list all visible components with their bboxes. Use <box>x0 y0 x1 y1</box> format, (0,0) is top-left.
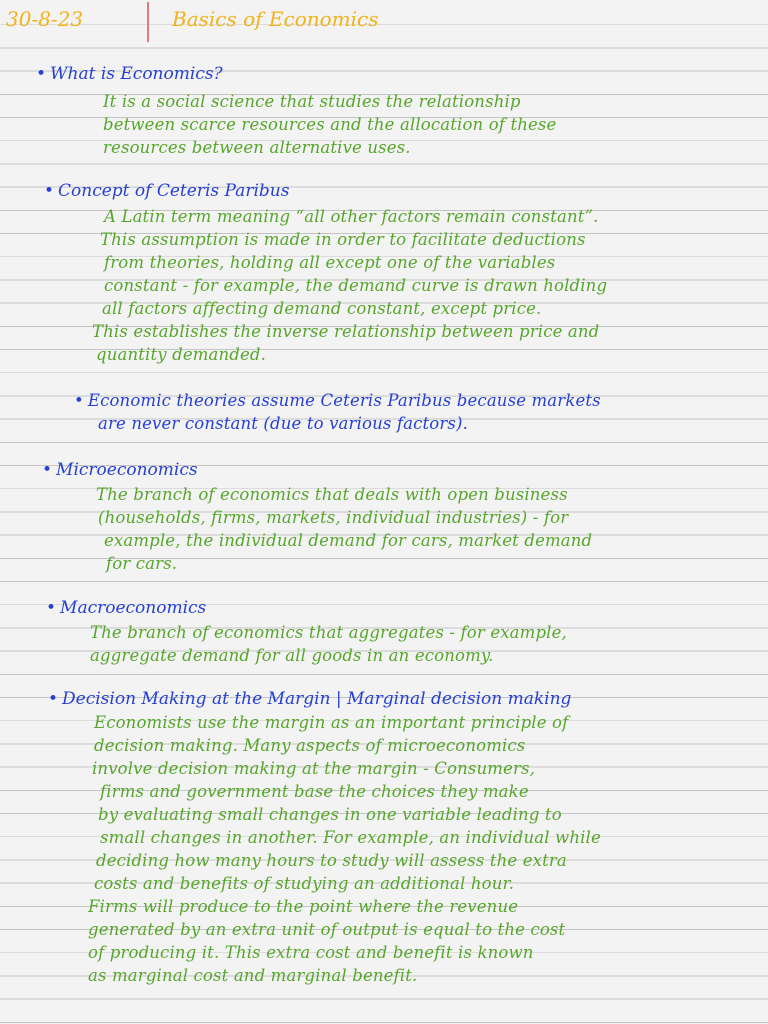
section-heading: • Decision Making at the Margin | Marginal decision making <box>48 689 572 709</box>
body-line: for cars. <box>106 554 178 573</box>
body-line: example, the individual demand for cars, market demand <box>104 531 593 550</box>
body-line: aggregate demand for all goods in an economy. <box>90 646 494 665</box>
body-line: from theories, holding all except one of the variables <box>104 253 556 272</box>
header-divider <box>147 2 149 42</box>
bullet-icon: • <box>48 689 59 709</box>
body-line: generated by an extra unit of output is equal to the cost <box>88 920 566 939</box>
body-line: This assumption is made in order to facilitate deductions <box>100 230 586 249</box>
body-line: decision making. Many aspects of microeconomics <box>94 736 526 755</box>
body-line: resources between alternative uses. <box>103 138 411 157</box>
body-line: This establishes the inverse relationship between price and <box>92 322 600 341</box>
body-line: small changes in another. For example, an individual while <box>100 828 601 847</box>
bullet-icon: • <box>46 598 57 618</box>
body-line: by evaluating small changes in one variable leading to <box>98 805 562 824</box>
body-line: between scarce resources and the allocation of these <box>103 115 557 134</box>
body-line: The branch of economics that aggregates - for example, <box>90 623 567 642</box>
body-line: Firms will produce to the point where the revenue <box>88 897 519 916</box>
bullet-icon: • <box>36 64 47 84</box>
body-line: Economists use the margin as an important principle of <box>94 713 569 732</box>
body-line: all factors affecting demand constant, except price. <box>102 299 542 318</box>
section-heading: • Concept of Ceteris Paribus <box>44 181 290 201</box>
body-line: The branch of economics that deals with open business <box>96 485 568 504</box>
body-line: constant - for example, the demand curve is drawn holding <box>104 276 608 295</box>
section-heading: • Macroeconomics <box>46 598 207 618</box>
body-line: firms and government base the choices they make <box>100 782 529 801</box>
body-line: (households, firms, markets, individual industries) - for <box>98 508 569 527</box>
bullet-icon: • <box>74 391 84 410</box>
body-line: of producing it. This extra cost and benefit is known <box>88 943 534 962</box>
subnote-line: are never constant (due to various factors). <box>98 414 469 433</box>
bullet-icon: • <box>42 460 53 480</box>
body-line: It is a social science that studies the relationship <box>103 92 521 111</box>
bullet-icon: • <box>44 181 55 201</box>
body-line: deciding how many hours to study will assess the extra <box>96 851 567 870</box>
section-heading: • What is Economics? <box>36 64 223 84</box>
subnote-line: • Economic theories assume Ceteris Paribus because markets <box>74 391 601 410</box>
body-line: A Latin term meaning “all other factors remain constant”. <box>104 207 599 226</box>
section-heading: • Microeconomics <box>42 460 198 480</box>
body-line: quantity demanded. <box>96 345 267 364</box>
note-title: Basics of Economics <box>172 7 379 31</box>
body-line: involve decision making at the margin - Consumers, <box>92 759 536 778</box>
body-line: as marginal cost and marginal benefit. <box>88 966 418 985</box>
note-date: 30-8-23 <box>6 7 84 31</box>
body-line: costs and benefits of studying an additional hour. <box>94 874 515 893</box>
